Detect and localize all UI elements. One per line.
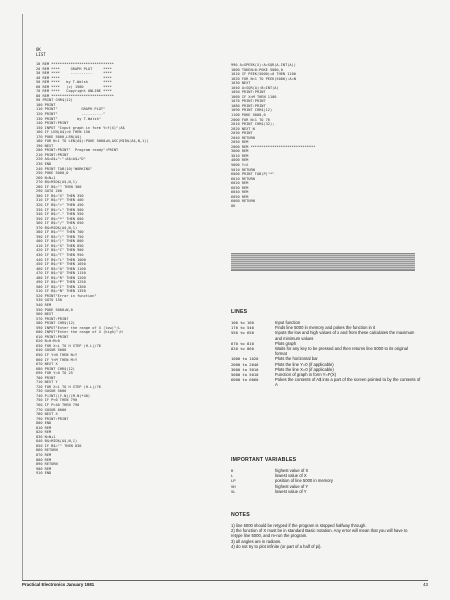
- code-line: 6000 PRINT TAB(P)"*": [231, 172, 275, 177]
- code-line: 5010 RETURN: [231, 167, 255, 172]
- code-line: 210 PRINT:PRINT: [36, 152, 69, 157]
- page-number: 43: [423, 582, 428, 587]
- code-line: 860 RETURN: [36, 448, 58, 453]
- ok-label: OK: [36, 47, 41, 52]
- code-line: 50 REM **** by T.Walsh ****: [36, 80, 112, 85]
- code-line: 700 PRINT: [36, 375, 56, 380]
- listing-header: [36, 47, 46, 57]
- code-line: 580 PRINT CHR$(12): [36, 321, 75, 326]
- code-line: 330 IF B$="+" THEN 500: [36, 207, 84, 212]
- definition-text: position of line 5000 in memory: [275, 478, 333, 484]
- code-line: 280 IF B$="" THEN 300: [36, 184, 82, 189]
- code-line: 1030 NEXT: [231, 81, 251, 86]
- code-line: 500 IF B$="I" THEN 1300: [36, 284, 86, 289]
- note-item: 4) do not try to plot infinite (or part of a half of pi).: [231, 543, 322, 549]
- list-label: LIST: [36, 52, 46, 57]
- code-line: 540 REM: [36, 302, 52, 307]
- code-line: 810 REM: [36, 425, 52, 430]
- page-footer: [22, 580, 428, 588]
- code-line: 200 PRINT:PRINT" Program ready":PRINT: [36, 148, 119, 153]
- code-line: 1040 A=SQR(A):B=INT(A): [231, 85, 279, 90]
- code-line: 440 IF B$="L" THEN 1000: [36, 257, 86, 262]
- definition-text: lowest value of X: [275, 473, 307, 479]
- code-line: 740 P=INT((Y-N)/(M-N)*40): [36, 393, 91, 398]
- code-line: 550 POKE 5000+N,0: [36, 307, 73, 312]
- code-line: 640 GOSUB 5000: [36, 348, 67, 353]
- code-line: OK: [231, 203, 236, 208]
- code-line: 910 END: [36, 471, 52, 476]
- code-line: 30 REM **** ---------- ****: [36, 71, 112, 76]
- code-line: 230 END: [36, 162, 52, 167]
- code-line: 730 GOSUB 5000: [36, 389, 67, 394]
- code-line: 720 FOR X=L TO H STEP (H-L)/76: [36, 384, 101, 389]
- variables-table: [231, 468, 421, 494]
- code-line: 70 REM **** Copyright ONLINE ****: [36, 89, 112, 94]
- definition-key: VL: [231, 488, 236, 494]
- code-line: 140 PRINT:PRINT: [36, 121, 69, 126]
- definition-key: 5000 to 5010: [231, 372, 259, 378]
- definition-text: Plots graph: [275, 340, 297, 346]
- code-line: 2000 FOR N=1 TO 76: [231, 117, 270, 122]
- program-listing-right: [231, 63, 411, 209]
- definition-text: Function of graph in form Y=F(X): [275, 372, 337, 378]
- code-line: 150 INPUT "Input graph in form Y=f(X)";A$: [36, 125, 125, 130]
- code-line: 1000 TOKEN=0:POKE 5000,0: [231, 67, 283, 72]
- definition-key: 1000 to 1020: [231, 356, 259, 362]
- code-line: 6050 REM: [231, 194, 249, 199]
- code-line: 410 IF B$="S" THEN 850: [36, 243, 84, 248]
- code-line: 130 PRINT" by T.Walsh": [36, 116, 101, 121]
- code-line: 350 IF B$="*" THEN 600: [36, 216, 84, 221]
- code-line: 190 NEXT: [36, 143, 54, 148]
- code-line: 2010 PRINT CHR$(32);: [231, 122, 275, 127]
- definition-key: 2000 to 2040: [231, 361, 259, 367]
- footer-publication: Practical Electronics January 1981: [22, 582, 95, 587]
- code-line: 570 PRINT:PRINT: [36, 316, 69, 321]
- code-line: 3010 REM: [231, 153, 249, 158]
- code-line: 840 B$=MID$(A$,N,1): [36, 439, 78, 444]
- definition-text: Inputs the low and high values of x and from these calculates the maximum and minimum values: [275, 330, 415, 341]
- code-line: 400 IF B$=")" THEN 800: [36, 239, 84, 244]
- code-line: 2050 REM: [231, 140, 249, 145]
- code-line: 360 IF B$="/" THEN 650: [36, 221, 84, 226]
- note-item: 2) the function of X must be in standard Basic notation. Any error will mean that you will have to retype line 5000, and re-run the program.: [231, 528, 408, 539]
- definition-text: Plots the line Y=0 (if applicable): [275, 361, 334, 367]
- definition-key: 3000 to 3010: [231, 366, 259, 372]
- code-line: 1080 PRINT:PRINT: [231, 103, 266, 108]
- code-line: 830 N=N+1: [36, 434, 56, 439]
- code-line: 610 PRINT:PRINT: [36, 334, 69, 339]
- definition-text: highest value of Y: [275, 483, 309, 489]
- code-line: 1100 POKE 5000,0: [231, 113, 266, 118]
- code-line: 10 REM *****************************: [36, 62, 114, 66]
- code-line: 990 A=SPEEK(X):A=SQR(A-INT(A)): [231, 63, 296, 67]
- definition-text: highest value of X: [275, 468, 309, 473]
- code-line: 100 PRINT: [36, 102, 56, 107]
- definition-text: Plots the horizontal bar: [275, 356, 318, 362]
- variables-title: IMPORTANT VARIABLES: [231, 457, 297, 463]
- code-line: 680 PRINT CHR$(12): [36, 366, 75, 371]
- code-line: 240 PRINT TAB(10)"WORKING": [36, 166, 93, 171]
- notes-list: [231, 523, 417, 549]
- definition-key: 820 to 860: [231, 346, 254, 352]
- code-line: 6010 RETURN: [231, 176, 255, 181]
- definition-row: [231, 346, 421, 356]
- code-line: 380 IF B$="^" THEN 700: [36, 230, 84, 235]
- definition-text: Input function: [275, 320, 301, 325]
- code-line: 2060 REM ******************************: [231, 144, 316, 149]
- definition-row: [231, 377, 421, 387]
- code-line: 4000 REM: [231, 158, 249, 163]
- definition-text: lowest value of Y: [275, 488, 307, 494]
- code-line: 1010 IF PEEK(5000)=0 THEN 1100: [231, 72, 296, 77]
- code-line: 60 REM **** (c) 1980 ****: [36, 84, 112, 89]
- notes-title: NOTES: [231, 512, 250, 518]
- definition-text: Finds line 5000 in memory and pokes the function in it: [275, 325, 376, 331]
- code-line: 690 FOR Y=0 TO 25: [36, 371, 73, 376]
- code-line: 260 N=N+1: [36, 175, 56, 180]
- code-line: 170 POKE 5000,LEN(A$): [36, 134, 82, 139]
- definition-key: LP: [231, 478, 236, 484]
- code-line: 800 END: [36, 421, 52, 426]
- page-edge-line: [22, 14, 23, 580]
- definition-text: Pokes the contents of A$ into a part of the screen pointed to by the contents of A: [275, 377, 421, 388]
- definition-key: 550 to 650: [231, 330, 254, 336]
- code-line: 160 IF LEN(A$)=0 THEN 150: [36, 130, 91, 135]
- code-line: 480 IF B$="R" THEN 1200: [36, 275, 86, 280]
- code-line: 80 REM *****************************: [36, 93, 114, 98]
- definition-key: 100 to 160: [231, 320, 254, 325]
- code-line: 310 IF B$="Y" THEN 400: [36, 198, 84, 203]
- code-line: 1070 PRINT:PRINT: [231, 99, 266, 104]
- code-line: 110 PRINT" GRAPH PLOT": [36, 107, 106, 112]
- code-line: 590 INPUT"Enter the range of X (low)";L: [36, 325, 121, 330]
- note-item: 1) line 5000 should be retyped if the program is stopped halfway through.: [231, 523, 367, 528]
- code-line: 290 GOTO 260: [36, 189, 62, 194]
- definition-key: VH: [231, 483, 236, 489]
- code-line: 390 IF B$="(" THEN 750: [36, 234, 84, 239]
- code-line: 1050 PRINT:PRINT: [231, 90, 266, 95]
- code-line: 880 REM: [36, 457, 52, 462]
- code-line: 220 A$=A$+":":A$=A$+"D": [36, 157, 86, 162]
- code-line: 2040 RETURN: [231, 135, 255, 140]
- code-line: 630 FOR X=L TO H STEP (H-L)/76: [36, 343, 101, 348]
- definition-key: H: [231, 468, 234, 473]
- code-line: 2030 PRINT: [231, 131, 253, 136]
- note-item: 3) all angles are in radians.: [231, 538, 282, 544]
- definition-row: [231, 489, 421, 494]
- code-line: 850 IF B$="" THEN 830: [36, 443, 82, 448]
- code-line: 890 RETURN: [36, 462, 58, 467]
- code-line: 900 REM: [36, 466, 52, 471]
- code-line: 670 NEXT X: [36, 362, 58, 367]
- code-line: 6030 REM: [231, 185, 249, 190]
- code-line: 870 REM: [36, 453, 52, 458]
- code-line: 1020 FOR N=1 TO PEEK(5000):A=N: [231, 76, 296, 81]
- code-line: 320 IF B$="=" THEN 450: [36, 202, 84, 207]
- code-line: 790 PRINT:PRINT: [36, 416, 69, 421]
- definition-key: 170 to 540: [231, 325, 254, 331]
- code-line: 430 IF B$="T" THEN 950: [36, 252, 84, 257]
- code-line: 460 IF B$="A" THEN 1100: [36, 266, 86, 271]
- definition-text: Waits for any key to be pressed and then returns line 5000 to its original format: [275, 346, 408, 357]
- code-line: 5000 Y=X: [231, 163, 249, 168]
- code-line: 6060 RETURN: [231, 199, 255, 204]
- code-line: 650 IF Y<N THEN N=Y: [36, 353, 78, 357]
- definition-key: 670 to 810: [231, 340, 254, 346]
- code-line: 2020 NEXT N: [231, 126, 255, 131]
- code-line: 1090 PRINT CHR$(12): [231, 108, 273, 113]
- definition-text: Plots the line X=0 (if applicable): [275, 366, 334, 372]
- code-line: 40 REM **** ****: [36, 75, 112, 80]
- code-line: 250 POKE 5000,0: [36, 171, 69, 176]
- definition-row: [231, 330, 421, 340]
- code-line: 120 PRINT" ----------": [36, 112, 106, 117]
- code-line: 6040 REM: [231, 190, 249, 195]
- code-line: 530 GOTO 150: [36, 298, 62, 303]
- halftone-band: [231, 253, 415, 271]
- code-line: 20 REM **** GRAPH PLOT ****: [36, 66, 112, 71]
- code-line: 780 NEXT X: [36, 412, 58, 417]
- code-line: 180 FOR N=1 TO LEN(A$):POKE 5000+N,ASC(MID$(A$,N,1)): [36, 139, 149, 144]
- code-line: 770 GOSUB 6000: [36, 407, 67, 412]
- code-line: 6020 REM: [231, 181, 249, 186]
- code-line: 660 IF Y>M THEN M=Y: [36, 357, 78, 362]
- definition-key: 6000 to 6060: [231, 377, 259, 383]
- lines-title: LINES: [231, 309, 248, 315]
- definition-key: L: [231, 473, 234, 479]
- code-line: 710 NEXT Y: [36, 380, 58, 385]
- code-line: 620 N=0:M=0: [36, 339, 60, 344]
- code-line: 470 IF B$="Q" THEN 1150: [36, 271, 86, 276]
- code-line: 300 IF B$="X" THEN 350: [36, 193, 84, 198]
- code-line: 490 IF B$="P" THEN 1250: [36, 280, 86, 285]
- code-line: 560 NEXT: [36, 312, 54, 317]
- code-line: 90 PRINT CHR$(12): [36, 98, 73, 103]
- code-line: 370 B$=MID$(A$,N,1): [36, 225, 78, 230]
- program-listing-left: [36, 62, 216, 476]
- code-line: 340 IF B$="-" THEN 550: [36, 212, 84, 217]
- code-line: 3000 REM: [231, 149, 249, 154]
- code-line: 820 REM: [36, 430, 52, 435]
- code-line: 510 IF B$="N" THEN 1350: [36, 289, 86, 294]
- lines-table: [231, 320, 421, 388]
- code-line: 450 IF B$="E" THEN 1050: [36, 262, 86, 267]
- code-line: 420 IF B$="C" THEN 900: [36, 248, 84, 253]
- code-line: 520 PRINT"Error in function": [36, 293, 97, 298]
- code-line: 1060 IF X<M THEN 1100: [231, 94, 277, 99]
- code-line: 750 IF P<0 THEN 790: [36, 398, 78, 403]
- code-line: 760 IF P>40 THEN 790: [36, 403, 80, 408]
- code-line: 270 B$=MID$(A$,N,1): [36, 180, 78, 185]
- code-line: 600 INPUT"Enter the range of X (high)";H: [36, 330, 123, 335]
